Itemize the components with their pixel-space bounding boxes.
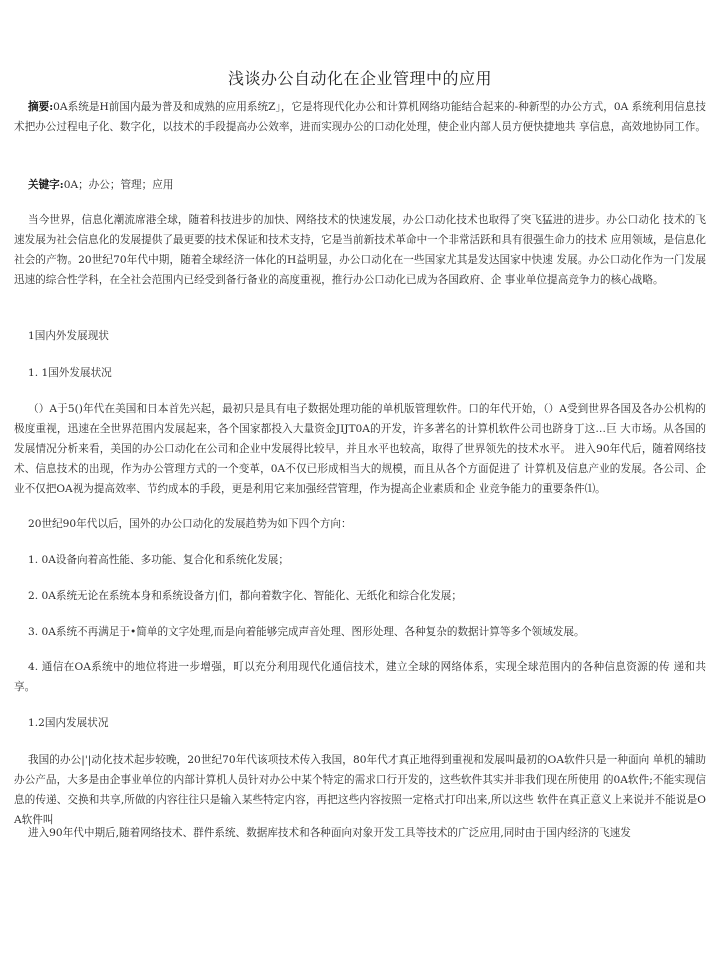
section-heading: 1国内外发展现状 — [28, 330, 109, 342]
trend-intro: 20世纪90年代以后，国外的办公口动化的发展趋势为如下四个方向： — [28, 518, 352, 530]
keywords-label: 关键字: — [28, 179, 64, 191]
page-title: 浅谈办公自动化在企业管理中的应用 — [227, 69, 492, 88]
trend-item: 3. 0A系统不再满足于•简单的文字处理,而是向着能够完成声音处理、图形处理、各种复杂的数据计算等多个领域发展。 — [28, 626, 585, 638]
abstract-label: 摘要: — [28, 101, 54, 113]
domestic-status-paragraph-2: 进入90年代中期后,随着网络技术、群件系统、数据库技术和各种面向对象开发工具等技术的广泛应用,同时由于国内经济的飞速发 — [28, 827, 631, 839]
abstract-text: 0A系统是H前国内最为普及和成熟的应用系统Z」，它是将现代化办公和计算机网络功能结合起来的-种新型的办公方式，0A 系统利用信息技术把办公过程电子化、数字化，以技术的手段提高办公效率，进而实现办公的口动化处理，使企业内部人员方便快捷地共 享信息，高效地协同工作。 — [14, 101, 706, 133]
keywords-text: 0A；办公；管理；应用 — [63, 179, 174, 191]
trend-item: 2. 0A系统无论在系统本身和系统设备方|们，都向着数字化、智能化、无纸化和综合化发展； — [28, 590, 462, 602]
foreign-status-paragraph: （）A于5()年代在美国和日本首先兴起，最初只是具有电子数据处理功能的单机版管理软件。口的年代开始，（）A受到世界各国及各办公机构的极度重视，迅速在全世界范围内发展起来，各个国家都投入大量资金JIJT0A的开发，许多著名的计算机软件公司也跻身丁这…巨 大市场。从各国的发展情况分析来看，美国的办公口动化在公司和企业中发展得比较早，并且水平也较高，取得了世界领先的技术水平。 进入90年代后，随着网络技术、信息技术的出现，作为办公管理方式的一个变革，0A不仅已形成相当大的规模，而且从各个方面促进了 计算机及信息产业的发展。各公司、企业不仅把OA视为提高效率、节约成本的手段，更是利用它来加强经营管理，作为提高企业素质和企 业竞争能力的重要条件⑴。 — [14, 403, 706, 495]
subsection-heading-foreign: 1. 1国外发展状况 — [28, 367, 112, 379]
domestic-status-paragraph: 我国的办公|'|动化技术起步较晚，20世纪70年代该项技术传入我国，80年代才真正地得到重视和发展叫最初的OA软件只是一种面向 单机的辅助办公产品，大多是由企事业单位的内部计算机人员针对办公中某个特定的需求口行开发的，这些软件其实并非我们现在所使用 的0A软件;不能实现信息的传递、交换和共享,所做的内容往往只是输入某些特定内容，再把这些内容按照一定格式打印出来,所以这些 软件在真正意义上来说并不能说是OA软件叫 — [14, 754, 706, 826]
keywords-line — [14, 175, 706, 195]
trend-item: 4. 通信在OA系统中的地位将进一步增强，町以充分利用现代化通信技术，建立全球的网络体系，实现全球范围内的各种信息资源的传 递和共享。 — [14, 661, 706, 693]
intro-paragraph: 当今世界，信息化潮流席港全球，随着科技进步的加快、网络技术的快速发展，办公口动化技术也取得了突飞猛进的进步。办公口动化 技术的飞速发展为社会信息化的发展提供了最更要的技术保证和技术支持，它是当前新技术革命中一个非常活跃和具有很强生命力的技术 应用领域，是信息化社会的产物。20世纪70年代中期，随着全球经济一体化的H益明显，办公口动化在一些国家尤其是发达国家中快速 发展。办公口动化作为一门发展迅速的综合性学科，在全社会范围内已经受到备行备业的高度重视，推行办公口动化已成为各国政府、企 事业单位提高竞争力的核心战略。 — [14, 214, 706, 286]
abstract-paragraph — [14, 97, 706, 137]
trend-item: 1. 0A设备向着高性能、多功能、复合化和系统化发展； — [28, 554, 289, 566]
subsection-heading-domestic: 1.2国内发展状况 — [28, 717, 109, 729]
